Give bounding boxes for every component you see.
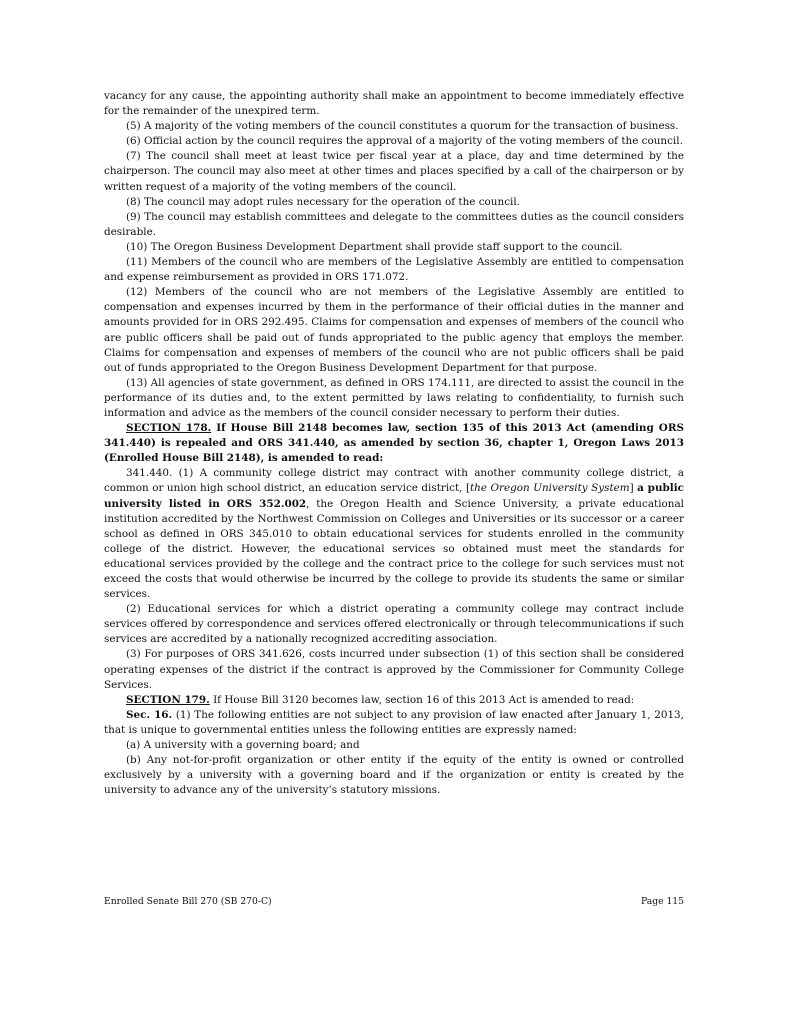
subsection-1-text-c: , the Oregon Health and Science University, a private educational institution accredited by the Northwest Commission on Colleges and Universities or its successor or a career school as defined in ORS 345.010 to obtain educational services for students enrolled in the community college of the district. However, the educational services so obtained must meet the standards for educational services provided by the college and the contract price to the college for such services must not exceed the costs that would otherwise be incurred by the college to provide its students the same or similar services. <box>104 497 684 601</box>
paragraph-meetings: (7) The council shall meet at least twice per fiscal year at a place, day and time determined by the chairperson. The council may also meet at other times and places specified by a call of the chairperson or by written request of a majority of the voting members of the council. <box>104 150 684 193</box>
sec-16-paragraph <box>104 708 684 738</box>
paragraph-quorum: (5) A majority of the voting members of the council constitutes a quorum for the transaction of business. <box>126 120 679 133</box>
sec-16-item-a: (a) A university with a governing board; and <box>126 739 360 752</box>
paragraph-vacancy: vacancy for any cause, the appointing authority shall make an appointment to become immediately effective for the remainder of the unexpired term. <box>104 90 684 118</box>
section-179-intro-text: If House Bill 3120 becomes law, section 16 of this 2013 Act is amended to read: <box>209 693 635 706</box>
section-178-intro <box>104 421 684 466</box>
section-178-heading: SECTION 178. <box>126 422 212 435</box>
bill-identifier: Enrolled Senate Bill 270 (SB 270-C) <box>104 896 272 907</box>
page-number: Page 115 <box>640 896 684 907</box>
paragraph-member-compensation: (12) Members of the council who are not members of the Legislative Assembly are entitled to compensation and expenses incurred by them in the performance of their official duties in the manner and amounts provided for in ORS 292.495. Claims for compensation and expenses of members of the council who are public officers shall be paid out of funds appropriated to the public agency that employs the member. Claims for compensation and expenses of members of the council who are not public officers shall be paid out of funds appropriated to the Oregon Business Development Department for that purpose. <box>104 286 684 374</box>
section-178-intro-text: If House Bill 2148 becomes law, section 135 of this 2013 Act (amending ORS 341.440) is repealed and ORS 341.440, as amended by section 36, chapter 1, Oregon Laws 2013 (Enrolled House Bill 2148), is amended to read: <box>104 422 684 465</box>
subsection-1-text-a: 341.440. (1) A community college district may contract with another community college district, a common or union high school district, an education service district, [ <box>104 467 684 495</box>
bill-text <box>104 89 684 798</box>
paragraph-staff-support: (10) The Oregon Business Development Department shall provide staff support to the council. <box>126 240 623 253</box>
section-179-intro <box>104 693 684 708</box>
section-178-subsection-2: (2) Educational services for which a district operating a community college may contract include services offered by correspondence and services offered electronically or through telecommunications if such services are accredited by a nationally recognized accrediting association. <box>104 603 684 646</box>
section-178-subsection-3: (3) For purposes of ORS 341.626, costs incurred under subsection (1) of this section shall be considered operating expenses of the district if the contract is approved by the Commissioner for Community College Services. <box>104 648 684 691</box>
sec-16-item-b: (b) Any not-for-profit organization or other entity if the equity of the entity is owned or controlled exclusively by a university with a governing board and if the organization or entity is created by the university to advance any of the university’s statutory missions. <box>104 754 684 797</box>
subsection-1-text-b: ] <box>629 482 638 495</box>
deleted-text: the Oregon University System <box>470 482 630 495</box>
paragraph-agency-assistance: (13) All agencies of state government, as defined in ORS 174.111, are directed to assist the council in the performance of its duties and, to the extent permitted by laws relating to confidentiality, to furnish such information and advice as the members of the council consider necessary to perform their duties. <box>104 376 684 419</box>
paragraph-legislator-compensation: (11) Members of the council who are members of the Legislative Assembly are entitled to compensation and expense reimbursement as provided in ORS 171.072. <box>104 256 684 284</box>
paragraph-official-action: (6) Official action by the council requires the approval of a majority of the voting members of the council. <box>126 135 683 148</box>
added-text: a public university listed in ORS 352.002 <box>104 482 684 510</box>
paragraph-rules: (8) The council may adopt rules necessary for the operation of the council. <box>126 195 520 208</box>
page-footer <box>104 896 684 908</box>
section-178-subsection-1 <box>104 466 684 602</box>
paragraph-committees: (9) The council may establish committees and delegate to the committees duties as the council considers desirable. <box>104 210 684 238</box>
section-179-heading: SECTION 179. <box>126 693 210 706</box>
sec-16-text: (1) The following entities are not subject to any provision of law enacted after January 1, 2013, that is unique to governmental entities unless the following entities are expressly named: <box>104 708 684 736</box>
sec-16-label: Sec. 16. <box>126 708 173 721</box>
